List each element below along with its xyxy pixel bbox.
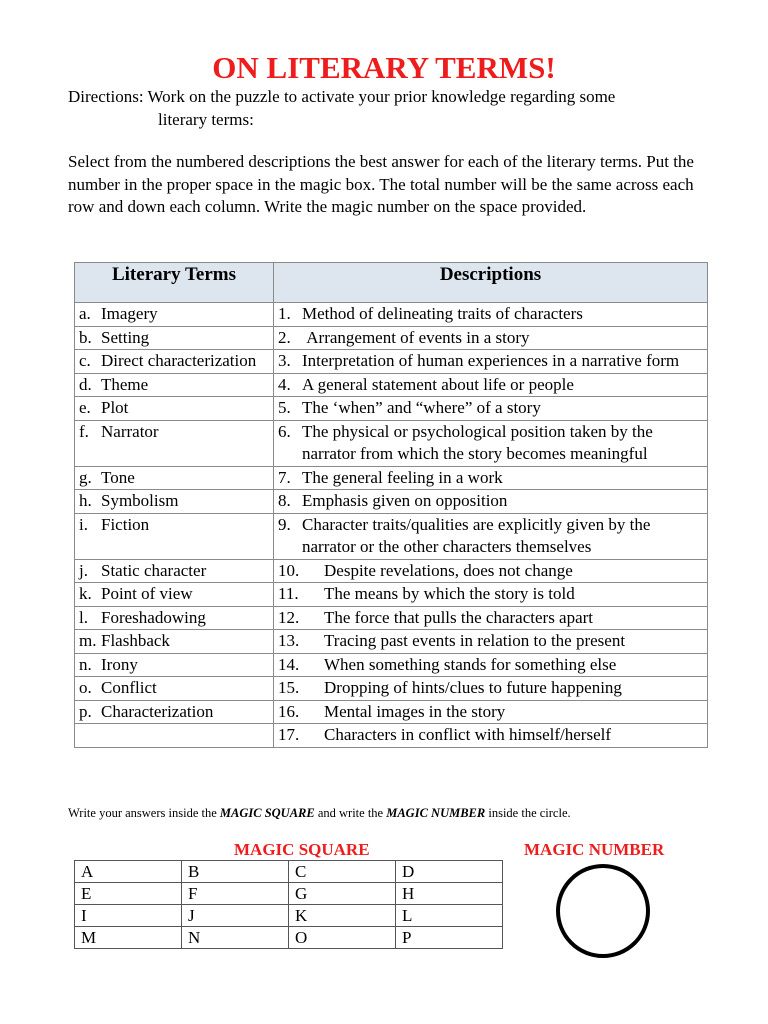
description-cell — [274, 350, 708, 374]
description-text: Characters in conflict with himself/herself — [324, 725, 612, 744]
description-cell — [274, 513, 708, 559]
magic-square-row — [75, 905, 503, 927]
description-text: The force that pulls the characters apart — [324, 607, 594, 627]
term-text: Foreshadowing — [101, 607, 206, 627]
magic-square-cell[interactable]: G — [289, 883, 396, 905]
term-cell — [75, 583, 274, 607]
description-cell — [274, 700, 708, 724]
description-number: 1. — [278, 304, 291, 323]
description-text: Tracing past events in relation to the present — [324, 631, 626, 650]
term-cell — [75, 606, 274, 630]
table-row — [75, 303, 708, 327]
description-text: Method of delineating traits of characters — [302, 304, 583, 323]
description-cell — [274, 583, 708, 607]
term-cell — [75, 630, 274, 654]
description-cell — [274, 630, 708, 654]
term-cell — [75, 397, 274, 421]
description-text: Despite revelations, does not change — [324, 560, 573, 580]
description-text: Emphasis given on opposition — [302, 491, 508, 510]
table-row — [75, 630, 708, 654]
table-row — [75, 420, 708, 466]
description-cell — [274, 677, 708, 701]
table-row — [75, 724, 708, 748]
term-letter: m. — [79, 631, 97, 650]
term-cell — [75, 490, 274, 514]
term-letter: f. — [79, 421, 89, 441]
term-cell — [75, 326, 274, 350]
description-text: When something stands for something else — [324, 654, 617, 674]
description-number: 14. — [278, 654, 300, 674]
description-cell — [274, 373, 708, 397]
description-cell — [274, 303, 708, 327]
description-text: The means by which the story is told — [324, 584, 575, 603]
magic-square-cell[interactable]: I — [75, 905, 182, 927]
magic-square-cell[interactable]: J — [182, 905, 289, 927]
term-letter: a. — [79, 304, 91, 323]
header-descriptions: Descriptions — [274, 263, 708, 303]
term-letter: h. — [79, 491, 92, 510]
term-cell — [75, 559, 274, 583]
term-cell — [75, 373, 274, 397]
term-letter: e. — [79, 398, 91, 417]
header-literary-terms: Literary Terms — [75, 263, 274, 303]
magic-square-cell[interactable]: M — [75, 927, 182, 949]
term-letter: j. — [79, 560, 88, 580]
table-row — [75, 350, 708, 374]
magic-square-cell[interactable]: B — [182, 861, 289, 883]
magic-square-cell[interactable]: A — [75, 861, 182, 883]
table-row — [75, 490, 708, 514]
table-row — [75, 606, 708, 630]
description-cell — [274, 724, 708, 748]
term-cell — [75, 513, 274, 559]
table-row — [75, 653, 708, 677]
description-number: 4. — [278, 374, 291, 394]
term-text: Point of view — [101, 584, 193, 603]
description-text: A general statement about life or people — [302, 374, 574, 394]
table-header-row — [75, 263, 708, 303]
description-number: 15. — [278, 678, 300, 697]
description-number: 8. — [278, 491, 291, 510]
description-cell — [274, 490, 708, 514]
term-cell — [75, 700, 274, 724]
table-body — [75, 303, 708, 748]
instruction-magic-number: MAGIC NUMBER — [386, 806, 486, 820]
magic-square-cell[interactable]: K — [289, 905, 396, 927]
magic-number-title: MAGIC NUMBER — [524, 840, 665, 859]
instruction-text: inside the circle. — [485, 806, 571, 820]
description-number: 9. — [278, 514, 291, 534]
description-text: Character traits/qualities are explicitly given by the narrator or the other characters themselves — [302, 514, 655, 556]
table-row — [75, 700, 708, 724]
table-row — [75, 326, 708, 350]
description-text: Interpretation of human experiences in a narrative form — [302, 351, 680, 370]
magic-square-row — [75, 861, 503, 883]
magic-square-cell[interactable]: C — [289, 861, 396, 883]
term-text: Static character — [101, 560, 207, 580]
term-cell — [75, 466, 274, 490]
term-text: Fiction — [101, 514, 150, 534]
term-text: Setting — [101, 327, 150, 347]
description-number: 13. — [278, 631, 300, 650]
magic-number-circle[interactable] — [556, 864, 650, 958]
description-cell — [274, 653, 708, 677]
magic-square-cell[interactable]: L — [396, 905, 503, 927]
directions-line-1: Directions: Work on the puzzle to activate your prior knowledge regarding some — [68, 87, 616, 106]
term-letter: d. — [79, 374, 92, 394]
description-cell — [274, 420, 708, 466]
description-number: 11. — [278, 584, 299, 603]
page-title: ON LITERARY TERMS! — [212, 50, 556, 85]
table-row — [75, 583, 708, 607]
term-text: Direct characterization — [101, 351, 257, 370]
magic-square-row — [75, 927, 503, 949]
term-letter: n. — [79, 654, 92, 674]
magic-square-row — [75, 883, 503, 905]
description-cell — [274, 326, 708, 350]
description-text: The physical or psychological position taken by the narrator from which the story becomes meaningful — [302, 421, 658, 463]
answer-instruction — [68, 806, 571, 821]
term-letter: b. — [79, 327, 92, 347]
description-number: 17. — [278, 725, 300, 744]
term-letter: k. — [79, 584, 92, 603]
description-cell — [274, 466, 708, 490]
magic-square-title: MAGIC SQUARE — [234, 840, 370, 859]
description-number: 3. — [278, 351, 291, 370]
magic-square-cell[interactable]: E — [75, 883, 182, 905]
term-text: Tone — [101, 467, 135, 487]
instructions-paragraph: Select from the numbered descriptions the best answer for each of the literary terms. Put the number in the proper space in the magic box. The total number will be the same across each row and down each column. Write the magic number on the space provided. — [68, 152, 694, 216]
description-number: 2. — [278, 327, 291, 347]
table-row — [75, 677, 708, 701]
term-letter: p. — [79, 701, 92, 721]
directions — [68, 86, 728, 131]
term-text: Flashback — [101, 631, 170, 650]
description-text: The general feeling in a work — [302, 467, 503, 487]
magic-square-cell[interactable]: F — [182, 883, 289, 905]
description-number: 5. — [278, 398, 291, 417]
magic-square-cell[interactable]: H — [396, 883, 503, 905]
term-letter: i. — [79, 514, 88, 534]
term-cell — [75, 677, 274, 701]
description-text: Mental images in the story — [324, 701, 506, 721]
description-number: 6. — [278, 421, 291, 441]
term-letter: g. — [79, 467, 92, 487]
description-number: 12. — [278, 607, 300, 627]
table-row — [75, 466, 708, 490]
term-text: Theme — [101, 374, 149, 394]
term-cell — [75, 420, 274, 466]
term-text: Imagery — [101, 304, 158, 323]
literary-terms-table — [74, 262, 708, 748]
table-row — [75, 397, 708, 421]
term-letter: l. — [79, 607, 88, 627]
description-text: The ‘when” and “where” of a story — [302, 398, 541, 417]
magic-square-cell[interactable]: N — [182, 927, 289, 949]
instruction-text: and write the — [314, 806, 387, 820]
description-text: Arrangement of events in a story — [302, 327, 530, 347]
term-letter: o. — [79, 678, 92, 697]
term-cell — [75, 303, 274, 327]
term-text: Conflict — [101, 678, 157, 697]
term-text: Irony — [101, 654, 138, 674]
term-text: Plot — [101, 398, 129, 417]
term-text: Symbolism — [101, 491, 179, 510]
term-text: Narrator — [101, 421, 159, 441]
magic-square-cell[interactable]: P — [396, 927, 503, 949]
magic-square-grid — [74, 860, 503, 949]
table-row — [75, 559, 708, 583]
description-cell — [274, 397, 708, 421]
term-cell — [75, 350, 274, 374]
directions-line-2: literary terms: — [158, 109, 254, 129]
instruction-magic-square: MAGIC SQUARE — [219, 806, 315, 820]
term-cell — [75, 724, 274, 748]
description-text: Dropping of hints/clues to future happening — [324, 678, 622, 697]
description-number: 16. — [278, 701, 300, 721]
term-cell — [75, 653, 274, 677]
magic-square-cell[interactable]: D — [396, 861, 503, 883]
description-cell — [274, 606, 708, 630]
description-number: 10. — [278, 560, 300, 580]
magic-square-cell[interactable]: O — [289, 927, 396, 949]
description-number: 7. — [278, 467, 291, 487]
table-row — [75, 513, 708, 559]
term-text: Characterization — [101, 701, 214, 721]
instruction-text: Write your answers inside the — [68, 806, 220, 820]
term-letter: c. — [79, 351, 91, 370]
table-row — [75, 373, 708, 397]
description-cell — [274, 559, 708, 583]
